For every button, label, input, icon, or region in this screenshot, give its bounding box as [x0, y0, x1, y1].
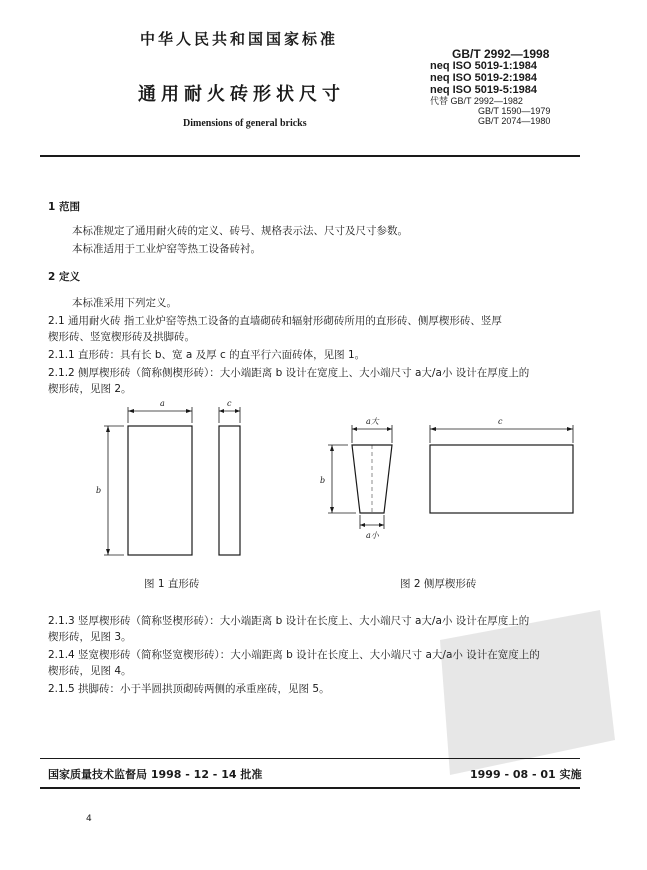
- dim-label-a-big: a大: [366, 417, 379, 426]
- replaces-block: [430, 96, 550, 126]
- header-rule: [40, 155, 580, 157]
- definition-2-1-2-cont: 楔形砖，见图 2。: [48, 383, 132, 395]
- dim-label-a: a: [160, 399, 165, 408]
- definition-2-1-3-cont: 楔形砖，见图 3。: [48, 631, 132, 643]
- paragraph: 本标准适用于工业炉窑等热工设备砖衬。: [72, 243, 261, 255]
- library-stamp-watermark: [430, 600, 620, 780]
- figure-2-drawing: [328, 425, 573, 529]
- replaces-item: GB/T 2074—1980: [478, 116, 551, 126]
- footer-rule-bottom: [40, 787, 580, 789]
- standard-number-block: [430, 48, 550, 126]
- english-title: Dimensions of general bricks: [183, 118, 307, 129]
- neq-line: neq ISO 5019-1:1984: [430, 60, 538, 72]
- section-1-heading: 1 范围: [48, 201, 80, 213]
- figures-drawing: [80, 395, 580, 575]
- definition-2-1-cont: 楔形砖、竖宽楔形砖及拱脚砖。: [48, 331, 195, 343]
- dim-label-b: b: [320, 476, 326, 485]
- dim-label-b: b: [96, 486, 102, 495]
- replaces-item: GB/T 1590—1979: [478, 106, 551, 116]
- definition-2-1-2: 2.1.2 侧厚楔形砖（简称侧楔形砖）：大小端距离 b 设计在宽度上、大小端尺寸 a大/a小 设计在厚度上的: [48, 367, 530, 379]
- definition-2-1-4-cont: 楔形砖，见图 4。: [48, 665, 132, 677]
- paragraph: 本标准采用下列定义。: [72, 297, 177, 309]
- definition-2-1: 2.1 通用耐火砖 指工业炉窑等热工设备的直墙砌砖和辐射形砌砖所用的直形砖、侧厚楔形砖、竖厚: [48, 315, 502, 327]
- standard-number: GB/T 2992—1998: [452, 47, 550, 61]
- page-number: 4: [86, 814, 92, 824]
- definition-2-1-4: 2.1.4 竖宽楔形砖（简称竖宽楔形砖）：大小端距离 b 设计在长度上、大小端尺寸 a大/a小 设计在宽度上的: [48, 649, 540, 661]
- dim-label-a-small: a小: [366, 531, 379, 540]
- standard-title: 通用耐火砖形状尺寸: [138, 84, 345, 105]
- section-2-heading: 2 定义: [48, 271, 80, 283]
- replaces-label: 代替: [430, 96, 449, 106]
- replaces-item: GB/T 2992—1982: [450, 96, 523, 106]
- definition-2-1-1: 2.1.1 直形砖：具有长 b、宽 a 及厚 c 的直平行六面砖体，见图 1。: [48, 349, 366, 361]
- neq-line: neq ISO 5019-5:1984: [430, 84, 538, 96]
- definition-2-1-5: 2.1.5 拱脚砖：小于半圆拱顶砌砖两侧的承重座砖，见图 5。: [48, 683, 330, 695]
- footer-rule: [40, 758, 580, 759]
- neq-line: neq ISO 5019-2:1984: [430, 72, 538, 84]
- effective-date: 1999 - 08 - 01 实施: [470, 768, 582, 781]
- paragraph: 本标准规定了通用耐火砖的定义、砖号、规格表示法、尺寸及尺寸参数。: [72, 225, 408, 237]
- figure-1-caption: 图 1 直形砖: [144, 578, 200, 590]
- country-title: 中华人民共和国国家标准: [140, 30, 339, 48]
- figure-2-caption: 图 2 侧厚楔形砖: [400, 578, 477, 590]
- definition-2-1-3: 2.1.3 竖厚楔形砖（简称竖楔形砖）：大小端距离 b 设计在长度上、大小端尺寸 a大/a小 设计在厚度上的: [48, 615, 530, 627]
- dim-label-c: c: [498, 417, 503, 426]
- figure-1-drawing: [104, 407, 240, 555]
- approval-date: 国家质量技术监督局 1998 - 12 - 14 批准: [48, 768, 263, 781]
- dim-label-c: c: [227, 399, 232, 408]
